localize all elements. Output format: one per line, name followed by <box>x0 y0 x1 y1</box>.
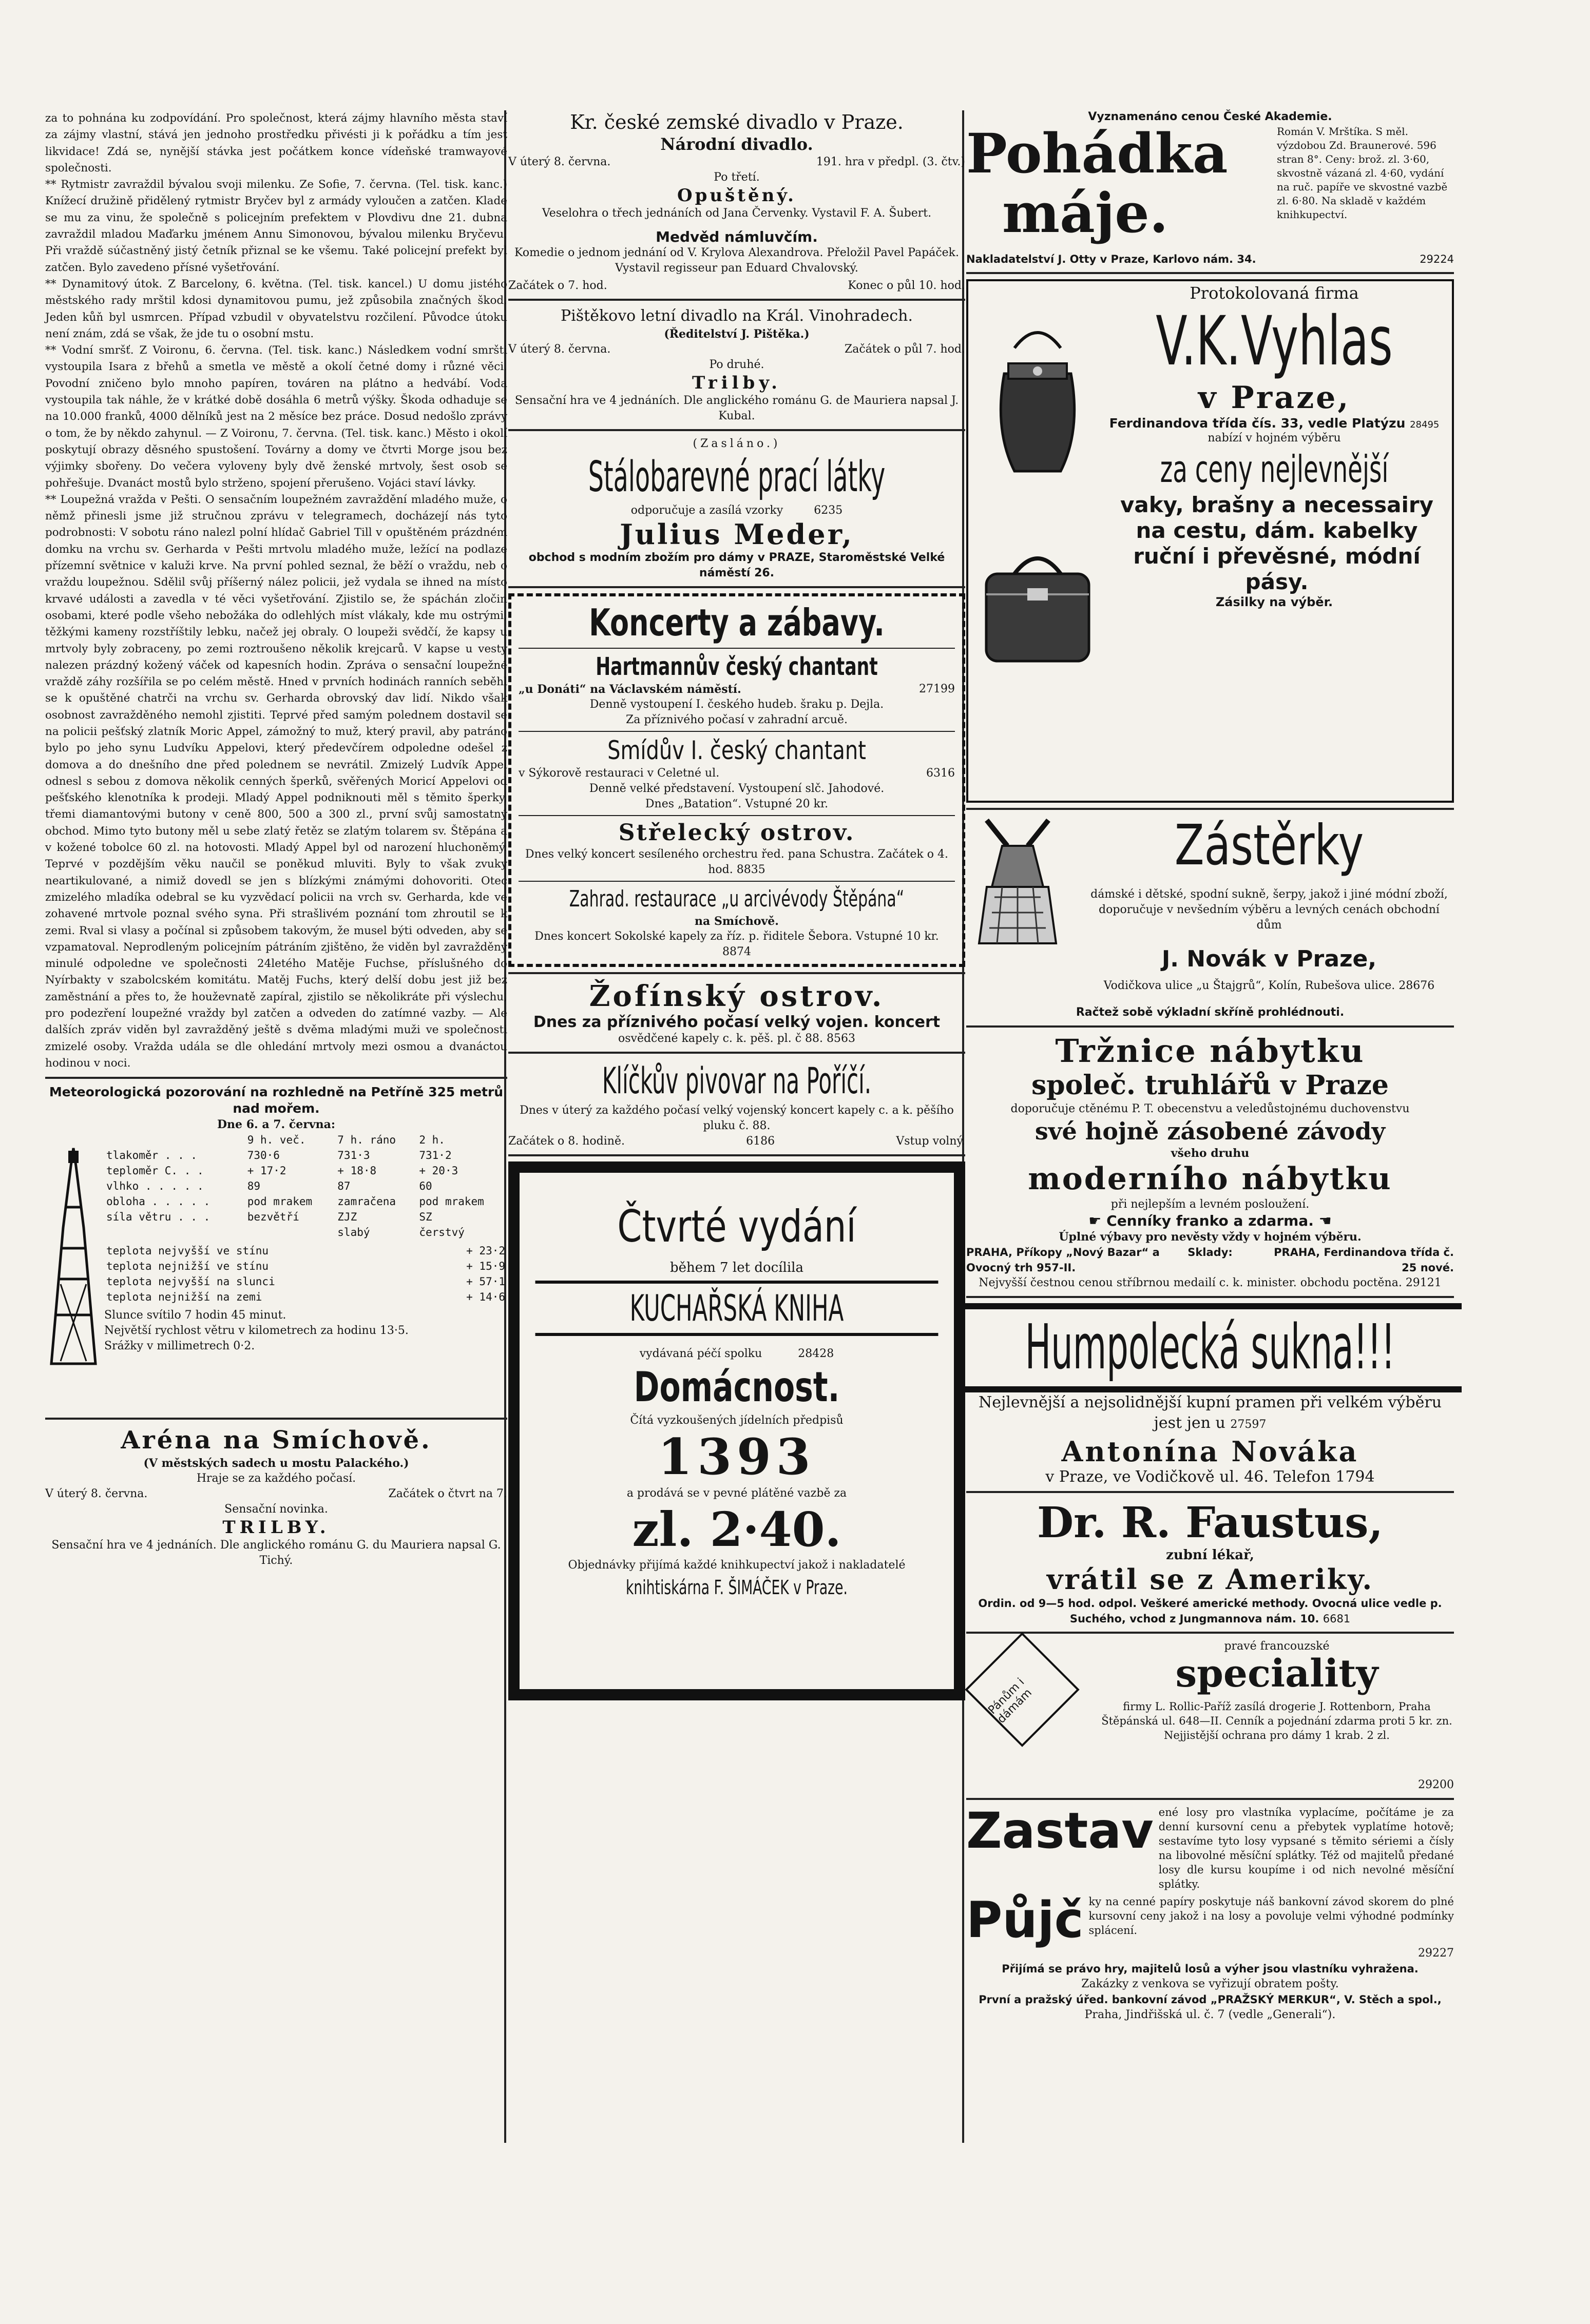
vyhlas-ship: Zásilky na výběr. <box>1215 595 1333 609</box>
klicek-row <box>508 1134 965 1149</box>
table-row: síla větru . . . bezvětří ZJZ SZ <box>106 1211 432 1224</box>
table-row: teplota nejvyšší na slunci + 57·1 <box>106 1275 505 1288</box>
cookbook-count: Čítá vyzkoušených jídelních předpisů <box>630 1414 844 1427</box>
meder-zaslano: (Zasláno.) <box>693 437 781 450</box>
meder-title: Stálobarevné prací látky <box>588 453 886 501</box>
arena-subtitle: (V městských sadech u mostu Palackého.) <box>143 1457 409 1470</box>
trznice-ad <box>966 1033 1454 1291</box>
arcivevoda-text: Dnes koncert Sokolské kapely za říz. p. řiditele Šebora. Vstupné 10 kr. <box>534 930 939 943</box>
weather-date: Dne 6. a 7. června: <box>217 1118 336 1132</box>
trznice-line: své hojně zásobené závody <box>1035 1117 1386 1145</box>
table-row: vlhko . . . . . 89 87 60 <box>106 1180 432 1193</box>
theatre-time-row <box>508 278 965 294</box>
arena-title: Aréna na Smíchově. <box>121 1426 432 1455</box>
cookbook-edition: Čtvrté vydání <box>617 1201 856 1252</box>
table-row: teploměr C. . . + 17·2 + 18·8 + 20·3 <box>106 1165 458 1177</box>
speciality-stamp-text: Pánům i dámám <box>986 1675 1035 1726</box>
smid-title: Smídův I. český chantant <box>607 735 866 765</box>
pistek-repeat: Po druhé. <box>709 358 764 371</box>
pohadka-title-1: Pohádka <box>966 121 1228 185</box>
trznice-loc2: Sklady: <box>1187 1246 1233 1258</box>
pistek-play: Trilby. <box>692 373 782 393</box>
trznice-rec: doporučuje ctěnému P. T. obecenstvu a veledůstojnému duchovenstvu <box>1010 1102 1410 1115</box>
weather-sun: Slunce svítilo 7 hodin 45 minut. <box>104 1309 286 1322</box>
trznice-locations <box>966 1245 1454 1275</box>
meder-ad <box>508 436 965 581</box>
cookbook-order: Objednávky přijímá každé knihkupectví jakož i nakladatelé <box>568 1559 906 1572</box>
weather-extremes <box>104 1243 507 1305</box>
news-paragraph: ** Rytmistr zavraždil bývalou svoji milenku. Ze Sofie, 7. června. (Tel. tisk. kanc.) Knížecí družině přidělený rytmistr Bryčev byl z armády vyloučen a zatčen. Klade se mu za vinu, že společně s policejním prefektem v Plovdivu dne 21. dubna zavraždil mladou Maďarku jménem Annu Simonovou, bývalou milenku Bryčevu. Při vraždě súčastněný jistý četník přiznal se ke všemu. Také policejní prefekt byl zatčen. Bylo zavedeno přísné vyšetřování. <box>45 178 507 274</box>
travel-bag-icon <box>979 538 1097 671</box>
theatre-desc2: Komedie o jednom jednání od V. Krylova Alexandrova. Přeložil Pavel Papáček. Vystavil regisseur pan Eduard Chvalovský. <box>514 246 959 275</box>
divider <box>519 815 955 816</box>
zasterky-num: 28676 <box>1399 979 1435 992</box>
apron-icon <box>966 815 1069 948</box>
zofin-num: 8563 <box>827 1032 855 1045</box>
hartmann-title: Hartmannův český chantant <box>596 652 878 681</box>
cookbook-spolek: Domácnost. <box>634 1363 840 1411</box>
klicek-num: 6186 <box>746 1135 775 1148</box>
merkur-address: Praha, Jindřišská ul. č. 7 (vedle „Generali“). <box>1084 2008 1336 2021</box>
zofin-line: Dnes za příznivého počasí velký vojen. koncert <box>533 1013 941 1031</box>
pohadka-title-2: máje. <box>1002 181 1168 245</box>
arena-time-row <box>45 1486 507 1502</box>
divider <box>519 731 955 732</box>
cookbook-num: 28428 <box>798 1347 834 1360</box>
pistek-desc: Sensační hra ve 4 jednáních. Dle anglického románu G. de Mauriera napsal J. Kubal. <box>514 394 959 422</box>
divider <box>508 429 965 431</box>
petrin-tower-icon <box>45 1146 102 1366</box>
klicek-title: Klíčkův pivovar na Poříčí. <box>602 1060 872 1102</box>
theatre-start: Začátek o 7. hod. <box>508 279 607 292</box>
meder-offer-row <box>508 503 965 518</box>
divider <box>966 1296 1454 1298</box>
trznice-catalog <box>966 1212 1454 1229</box>
news-paragraph: ** Loupežná vražda v Pešti. O sensačním loupežném zavraždění mladého muže, o němž přinesli jsme již stručnou zprávu v telegramech, docházejí nás tyto podrobnosti: V sobotu ráno nalezl polní hlídač Gabriel Till v opuštěném prázdném domku na vrchu sv. Gerharda v Pešti mrtvolu mladého muže, ležící na podlaze přízemní světnice v kaluži krve. Na první pohled seznal, že běží o vraždu, neb o vraždu loupežnou. Sdělil svůj příšerný nález policii, jež vydala se ihned na místo krvavé události a zavedla v té věci vyšetřování. Zjistilo se, že spáchán zločin osobami, které podle všeho nebožáka do odlehlých míst vlákaly, kde mu ostrými, těžkými kameny rozstříštily lebku, načež jej obraly. O loupeži svědčí, že kapsy u mrtvoly byly zobraceny, po zemi roztroušeno několik krejcarů. V kapse u vesty nalezen prázdný kožený váček od kapesních hodin. Zpráva o sensační loupežné vraždě záhy rozšířila se po celém městě. Hned v prvních hodinách ranních seběhl se k opuštěné chatrči na vrchu sv. Gerharda obrovský dav lidí. Nikdo však osobnost zavražděného nemohl zjistiti. Teprvé před samým polednem dostavil se na policii pešťský zlatník Moric Appel, zámožný to muž, který pravil, aby patráno bylo po jeho synu Ludvíku Appelovi, který předevčírem odpoledne odešel z domova a do dnešního dne před polednem se nevrátil. Zmizelý Ludvík Appel odnesl s sebou z domova několik cenných šperků, svěřených Moricí Appelovi od pešťského klenotníka k prodeji. Mladý Appel podniknouti měl s těmito šperky, třemi diamantovými butony v ceně 800, 500 a 300 zl., první svůj samostatný obchod. Mimo tyto butony měl u sebe zlatý řetěz se zlatým tolarem sv. Štěpána a v kožené tobolce 60 zl. na hotovosti. Mladý Appel byl od narození hluchoněmý. Teprvé v pozdějším věku naučil se poněkud mluviti. Byly to však zvuky neartikulované, a nimiž dovedl se jen s blízkými známými dohovoriti. Otec zmizelého mladíka odebral se ku vyzvědací policii na vrch sv. Gerharda, kde ve zohavené mrtvole poznal svého syna. Při strašlivém poznání tom zhroutil se k zemi. Rval si vlasy a počínal si způsobem takovým, že musel býti odveden, aby se vzpamatoval. Neprodleným policejním pátráním zjištěno, že viděn byl zavražděný minulé odpoledne ve společnosti 24letého Matěje Fuchse, příslušného do Nyírbakty v szabolcském komitátu. Matěj Fuchs, který delší dobu jest již bez zaměstnání a přes to, že houževnatě zapíral, zjistilo se několikráte při výslechu, pro podezření loupežné vraždy byl zatčen a odveden do zatímné vazby. — Ale dalších zpráv viděn byl zavražděný ještě s dvěma mladými muži ve společnosti zmizelé osoby. Vražda udála se dle ohledání mrtvoly mezi osmou a dvanáctou hodinou v noci. <box>45 493 507 1070</box>
faustus-num: 6681 <box>1323 1613 1351 1625</box>
vyhlas-price: za ceny nejlevnější <box>1160 448 1389 491</box>
vyhlas-offer: nabízí v hojném výběru <box>1208 432 1341 444</box>
zasterky-text: dámské i dětské, spodní sukně, šerpy, jakož i jiné módní zboží, doporučuje v nevšedním výběru a levných cenách obchodní dům <box>1090 888 1448 932</box>
vyhlas-label: Protokolovaná firma <box>1190 283 1359 303</box>
zasterky-address <box>1084 978 1454 994</box>
arena-ad <box>45 1425 507 1568</box>
table-row: teplota nejvyšší ve stínu + 23·2 <box>106 1245 505 1257</box>
pistek-date-row <box>508 342 965 357</box>
divider <box>966 1025 1454 1028</box>
meder-offer: odporučuje a zasílá vzorky <box>630 504 783 517</box>
merkur-zastav-word: Zastav <box>966 1802 1154 1860</box>
theatre-perf: 191. hra v předpl. (3. čtv.) <box>816 156 965 168</box>
zasterky-name: J. Novák v Praze, <box>1161 946 1377 972</box>
merkur-zastav <box>966 1802 1454 1891</box>
divider <box>519 881 955 882</box>
speciality-pre: pravé francouzské <box>1224 1640 1330 1653</box>
faustus-ad <box>966 1498 1454 1626</box>
zasterky-addr: Vodičkova ulice „u Štajgrů“, Kolín, Rubešova ulice. <box>1103 979 1395 992</box>
strelecky-text: Dnes velký koncert sesíleného orchestru řed. pana Schustra. Začátek o 4. hod. <box>525 848 948 876</box>
smid-line: Dnes „Batation“. Vstupné 20 kr. <box>645 798 829 810</box>
table-row: tlakoměr . . . 730·6 731·3 731·2 <box>106 1149 452 1162</box>
news-paragraph: ** Vodní smršť. Z Voironu, 6. června. (Tel. tisk. kanc.) Následkem vodní smršti vystoupila Isara z břehů a smetla ve městě a okolí četné domy i různé věci. Povodní zničeno bylo mnoho papíren, továren na plátno a hedvábí. Voda vystoupila tak náhle, že v krátké době dosáhla 6 metrů výšky. Škoda odhaduje se na 10.000 franků, 4000 dělníků jest na 2 měsíce bez práce. Dosud nedošlo zprávy o tom, že by někdo zahynul. — Z Voironu, 7. června. (Tel. tisk. kanc.) Město i okolí poskytují obrazy děsného spustošení. Továrny a domy ve čtvrti Morge jsou bez výjimky sbořeny. Do večera vyloveny byly dvě ženské mrtvoly, šest osob se pohřešuje. Dvanáct mostů bylo strženo, spojení přerušeno. Vojáci staví lávky. <box>45 344 507 490</box>
theatre-date: V úterý 8. června. <box>508 156 611 168</box>
vyhlas-address <box>1097 416 1452 431</box>
arena-daily: Hraje se za každého počasí. <box>196 1472 356 1485</box>
zofin-ad <box>508 979 965 1047</box>
pistek-title: Pištěkovo letní divadlo na Král. Vinohradech. <box>561 307 913 325</box>
humpolec-title: Humpolecká sukna!!! <box>959 1303 1462 1392</box>
divider <box>966 808 1454 810</box>
hartmann-line: Denně vystoupení I. českého hudeb. šraku p. Dejla. <box>589 698 884 711</box>
pistek-start: Začátek o půl 7. hod. <box>844 343 965 356</box>
table-row: obloha . . . . . pod mrakem zamračena pod mrakem <box>106 1195 484 1208</box>
zofin-row <box>508 1031 965 1047</box>
merkur-pujc-word: Půjč <box>966 1891 1084 1949</box>
humpolec-ad <box>966 1303 1454 1486</box>
cookbook-ad <box>508 1161 965 1700</box>
table-row: slabý čerstvý <box>337 1226 465 1239</box>
strelecky-num: 8835 <box>736 863 765 876</box>
merkur-first: První a pražský úřed. bankovní závod „PRAŽSKÝ MERKUR“, V. Stěch a spol., <box>979 1993 1442 2006</box>
trznice-modern: moderního nábytku <box>1028 1161 1392 1197</box>
cookbook-by-row <box>535 1346 938 1362</box>
zofin-title: Žofínský ostrov. <box>589 979 885 1013</box>
klicek-desc: Dnes v úterý za každého počasí velký vojenský koncert kapely c. a k. pěšího pluku č. 88. <box>520 1104 954 1132</box>
concerts-title: Koncerty a zábavy. <box>589 601 885 644</box>
vyhlas-items: vaky, brašny a necessairy na cestu, dám. kabelky ruční i převěsné, módní pásy. <box>1120 492 1433 594</box>
pohadka-award: Vyznamenáno cenou České Akademie. <box>1088 110 1332 123</box>
smid-num: 6316 <box>926 767 955 780</box>
trznice-service: při nejlepším a levném posloužení. <box>1110 1198 1310 1211</box>
arcivevoda-title: Zahrad. restaurace „u arcivévody Štěpána“ <box>569 886 905 912</box>
hartmann-row <box>519 682 955 697</box>
arena-novelty: Sensační novinka. <box>224 1503 328 1516</box>
speciality-num: 29200 <box>1418 1778 1454 1791</box>
speciality-ad <box>966 1639 1454 1793</box>
merkur-rights: Přijímá se právo hry, majitelů losů a výher jsou vlastníku vyhražena. <box>1002 1963 1419 1975</box>
theatre-title: Kr. české zemské divadlo v Praze. <box>570 111 904 133</box>
divider <box>45 1418 507 1420</box>
speciality-title: speciality <box>1175 1652 1378 1696</box>
pistek-date: V úterý 8. června. <box>508 343 611 356</box>
pistek-theatre-ad <box>508 306 965 424</box>
klicek-free: Vstup volný. <box>896 1135 965 1148</box>
humpolec-txt: Nejlevnější a nejsolidnější kupní pramen při velkém výběru jest jen u <box>978 1393 1442 1432</box>
trznice-medal-row <box>966 1275 1454 1291</box>
pohadka-publisher: Nakladatelství J. Otty v Praze, Karlovo nám. 34. <box>966 253 1256 265</box>
faustus-role: zubní lékař, <box>1166 1547 1254 1563</box>
humpolec-address: v Praze, ve Vodičkově ul. 46. Telefon 1794 <box>1045 1468 1375 1486</box>
merkur-orders: Zakázky z venkova se vyřizují obratem pošty. <box>1081 1978 1339 1990</box>
zasterky-ad <box>966 815 1454 1020</box>
theatre-subtitle: Národní divadlo. <box>660 134 813 154</box>
merkur-pujc <box>966 1891 1454 1949</box>
news-paragraph: za to pohnána ku zodpovídání. Pro společnost, která zájmy hlavního města staví za zájmy vlastní, stává jen jednoho prostředku přivésti ji k pořádku a tím jest likvidace! Zdá se, nynější stávka jest počátkem konce vídeňské tramwayové společnosti. <box>45 112 507 175</box>
theatre-play2: Medvěd námluvčím. <box>656 228 818 245</box>
merkur-pujc-text: ky na cenné papíry poskytuje náš bankovní závod skorem do plné kursovní ceny jakož i na losy a povoluje velmi výhodné podmínky splácení. <box>1088 1895 1454 1936</box>
smid-line: Denně velké představení. Vystoupení slč. Jahodové. <box>589 782 885 795</box>
weather-rain: Srážky v millimetrech 0·2. <box>104 1340 255 1353</box>
arena-start: Začátek o čtvrt na 7. <box>388 1487 507 1501</box>
trznice-loc3: PRAHA, Ferdinandova třída č. 25 nové. <box>1274 1246 1454 1274</box>
klicek-start: Začátek o 8. hodině. <box>508 1135 625 1148</box>
concerts-box <box>508 593 965 967</box>
arena-date: V úterý 8. června. <box>45 1487 148 1501</box>
hartmann-line: Za příznivého počasí v zahradní arcuě. <box>625 713 848 726</box>
cookbook-duration: během 7 let docílila <box>670 1260 803 1275</box>
national-theatre-ad <box>508 110 965 294</box>
vyhlas-ad <box>966 279 1454 803</box>
klicek-ad <box>508 1059 965 1149</box>
merkur-zastav-text: ené losy pro vlastníka vyplacíme, počítáme je za denní kursovní cenu a přebytek vyplatíme hotově; sestavíme tyto losy vypsané s těmito sériemi a čísly na libovolné měsíční splátky. Též od majitelů předané losy dle kursu koupíme i od nich nevolné měsíční splátky. <box>1158 1806 1454 1890</box>
divider <box>508 299 965 301</box>
weather-table <box>104 1132 507 1240</box>
handbag-icon <box>984 317 1091 487</box>
column-commercial-ads <box>966 110 1454 2023</box>
trznice-subtitle: společ. truhlářů v Praze <box>1031 1070 1389 1101</box>
cookbook-price: zl. 2·40. <box>632 1502 841 1557</box>
pointing-hand-icon: ☛ <box>1088 1212 1107 1229</box>
divider <box>966 1632 1454 1634</box>
trznice-cat: Cenníky franko a zdarma. <box>1106 1212 1314 1229</box>
trznice-loc1: PRAHA, Příkopy „Nový Bazar“ a Ovocný trh 957-II. <box>966 1246 1160 1274</box>
trznice-all: všeho druhu <box>1171 1147 1250 1160</box>
zasterky-note: Račtež sobě výkladní skříně prohlédnouti. <box>1076 1006 1345 1019</box>
pohadka-ad <box>966 110 1454 267</box>
meder-num: 6235 <box>814 504 843 517</box>
divider <box>508 1052 965 1054</box>
cookbook-sold: a prodává se v pevné plátěné vazbě za <box>626 1487 847 1500</box>
strelecky-title: Střelecký ostrov. <box>618 820 855 846</box>
divider <box>966 1491 1454 1493</box>
meder-shop: obchod s modním zbožím pro dámy v PRAZE, Staroměstské Velké náměstí 26. <box>528 551 945 579</box>
trznice-title: Tržnice nábytku <box>1055 1032 1365 1070</box>
pohadka-text: Román V. Mrštíka. S měl. výzdobou Zd. Braunerové. 596 stran 8°. Ceny: brož. zl. 3·60, skvostně vázaná zl. 4·60, vydání na ruč. papíře ve skvostné vazbě zl. 6·80. Na skladě v každém knihkupectví. <box>1277 125 1448 221</box>
weather-report <box>45 1084 507 1412</box>
cookbook-recipes: 1393 <box>658 1428 816 1486</box>
smid-row <box>519 766 955 781</box>
hartmann-location: „u Donáti“ na Václavském náměstí. <box>519 683 741 696</box>
pohadka-num: 29224 <box>1420 253 1454 265</box>
faustus-text <box>966 1596 1454 1626</box>
merkur-num: 29227 <box>1418 1947 1454 1960</box>
arcivevoda-desc <box>519 929 955 960</box>
divider <box>966 272 1454 274</box>
cookbook-by: vydávaná péčí spolku <box>639 1347 762 1360</box>
faustus-name: Dr. R. Faustus, <box>1037 1498 1383 1547</box>
merkur-ad <box>966 1802 1454 2023</box>
divider <box>966 1798 1454 1800</box>
speciality-text: firmy L. Rollic-Paříž zasílá drogerie J. Rottenborn, Praha Štěpánská ul. 648—II. Cenník a pojednání zdarma proti 5 kr. zn. Nejjistější ochrana pro dámy 1 krab. 2 zl. <box>1101 1700 1452 1741</box>
vyhlas-city: v Praze, <box>1198 380 1351 416</box>
divider <box>45 1077 507 1079</box>
meder-name: Julius Meder, <box>620 518 854 551</box>
faustus-return: vrátil se z Ameriky. <box>1046 1563 1374 1596</box>
humpolec-num: 27597 <box>1230 1418 1267 1431</box>
pointing-hand-icon: ☚ <box>1313 1212 1332 1229</box>
weather-title: Meteorologická pozorování na rozhledně na Petříně 325 metrů nad mořem. <box>49 1084 504 1116</box>
column-news <box>45 110 507 1568</box>
cookbook-publisher: knihtiskárna F. ŠIMÁČEK v Praze. <box>626 1576 848 1599</box>
theatre-play: Opuštěný. <box>677 185 796 206</box>
weather-wind: Největší rychlost větru v kilometrech za hodinu 13·5. <box>104 1324 409 1338</box>
pistek-direction: (Ředitelství J. Pištěka.) <box>664 327 810 341</box>
hartmann-num: 27199 <box>919 683 955 695</box>
trznice-num: 29121 <box>1405 1276 1442 1289</box>
table-row: teplota nejnižší na zemi + 14·6 <box>106 1291 505 1304</box>
news-paragraph: ** Dynamitový útok. Z Barcelony, 6. května. (Tel. tisk. kancel.) U domu jistého městského rady mrštil kdosi dynamitovou pumu, jež způsobila značných škod. Jeden kůň byl usmrcen. Případ vzbudil v obyvatelstvu rozčilení. Původce útoku není znám, zdá se však, že jde tu o osobní mstu. <box>45 277 507 340</box>
vyhlas-num: 28495 <box>1410 419 1440 430</box>
speciality-stamp <box>965 1632 1079 1747</box>
theatre-end: Konec o půl 10. hod. <box>848 279 965 292</box>
smid-location: v Sýkorově restauraci v Celetné ul. <box>519 767 720 780</box>
trznice-medal: Nejvyšší čestnou cenou stříbrnou medailí c. k. minister. obchodu poctěna. <box>979 1276 1402 1289</box>
zofin-band: osvědčené kapely c. k. pěš. pl. č 88. <box>618 1032 823 1045</box>
divider <box>519 648 955 649</box>
humpolec-name: Antonína Nováka <box>1061 1435 1359 1468</box>
column-theatre-ads <box>508 110 965 1700</box>
trznice-full: Úplné výbavy pro nevěsty vždy v hojném výběru. <box>1059 1230 1362 1244</box>
strelecky-desc <box>519 847 955 878</box>
faustus-txt: Ordin. od 9—5 hod. odpol. Veškeré americké methody. Ovocná ulice vedle p. Suchého, vchod z Jungmannova nám. 10. <box>978 1597 1442 1625</box>
humpolec-text <box>966 1392 1454 1435</box>
cookbook-title: KUCHAŘSKÁ KNIHA <box>535 1281 938 1336</box>
divider <box>508 586 965 588</box>
theatre-repeat: Po třetí. <box>714 171 760 184</box>
theatre-date-row <box>508 154 965 170</box>
arcivevoda-num: 8874 <box>722 945 751 958</box>
arena-desc: Sensační hra ve 4 jednáních. Dle anglického románu G. du Mauriera napsal G. Tichý. <box>51 1539 501 1567</box>
arcivevoda-place: na Smíchově. <box>695 915 779 928</box>
theatre-desc: Veselohra o třech jednáních od Jana Červenky. Vystavil F. A. Šubert. <box>542 207 932 220</box>
vyhlas-name: V.K.Vyhlas <box>1156 302 1393 381</box>
pohadka-bottom <box>966 251 1454 267</box>
vyhlas-addr: Ferdinandova třída čís. 33, vedle Platýzu <box>1109 416 1406 431</box>
table-row: teplota nejnižší ve stínu + 15·9 <box>106 1260 505 1273</box>
table-row: 9 h. več. 7 h. ráno 2 h. <box>247 1134 445 1147</box>
arena-play: TRILBY. <box>222 1517 330 1538</box>
divider <box>508 972 965 974</box>
divider <box>508 1154 965 1156</box>
zasterky-title: Zástěrky <box>1174 814 1364 878</box>
